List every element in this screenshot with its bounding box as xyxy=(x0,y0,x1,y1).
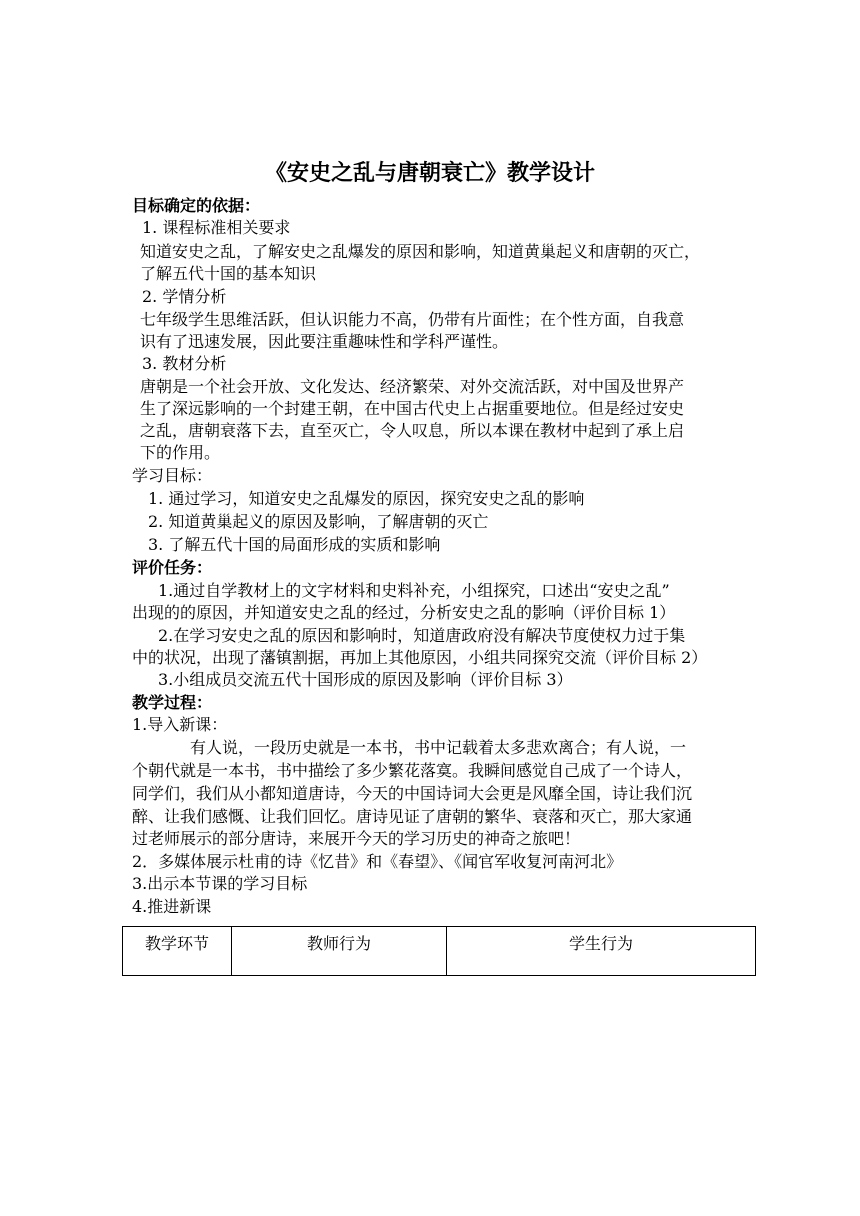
intro-line: 个朝代就是一本书，书中描绘了多少繁花落寞。我瞬间感觉自己成了一个诗人， xyxy=(132,761,693,780)
task-line: 1.通过自学教材上的文字材料和史料补充，小组探究，口述出“安史之乱” xyxy=(158,581,670,600)
goal-item: 2. 知道黄巢起义的原因及影响，了解唐朝的灭亡 xyxy=(148,512,489,531)
table-header-cell: 教学环节 xyxy=(123,927,232,976)
basis-item-label: 3. 教材分析 xyxy=(142,354,227,373)
table-header-cell: 学生行为 xyxy=(447,927,756,976)
task-line: 3.小组成员交流五代十国形成的原因及影响（评价目标 3） xyxy=(158,670,573,689)
goal-item: 3. 了解五代十国的局面形成的实质和影响 xyxy=(148,535,441,554)
intro-line: 有人说，一段历史就是一本书，书中记载着太多悲欢离合；有人说，一 xyxy=(190,738,687,757)
task-line: 2.在学习安史之乱的原因和影响时，知道唐政府没有解决节度使权力过于集 xyxy=(158,626,686,645)
table-header-cell: 教师行为 xyxy=(232,927,447,976)
goals-heading: 学习目标： xyxy=(132,466,213,485)
intro-line: 过老师展示的部分唐诗，来展开今天的学习历史的神奇之旅吧！ xyxy=(132,829,581,848)
process-step: 4.推进新课 xyxy=(132,897,212,916)
goal-item: 1. 通过学习，知道安史之乱爆发的原因，探究安史之乱的影响 xyxy=(148,489,585,508)
basis-item-label: 2. 学情分析 xyxy=(142,287,227,306)
process-step: 3.出示本节课的学习目标 xyxy=(132,874,308,893)
page-title: 《安史之乱与唐朝衰亡》教学设计 xyxy=(264,160,595,186)
basis-item-line: 了解五代十国的基本知识 xyxy=(140,264,317,283)
basis-item-line: 之乱，唐朝衰落下去，直至灭亡，令人叹息，所以本课在教材中起到了承上启 xyxy=(140,421,685,440)
basis-item-line: 七年级学生思维活跃，但认识能力不高，仍带有片面性；在个性方面，自我意 xyxy=(140,310,685,329)
task-line: 中的状况，出现了藩镇割据，再加上其他原因，小组共同探究交流（评价目标 2） xyxy=(132,648,708,667)
basis-item-line: 生了深远影响的一个封建王朝，在中国古代史上占据重要地位。但是经过安史 xyxy=(140,399,685,418)
process-heading: 教学过程： xyxy=(132,693,213,712)
task-line: 出现的的原因，并知道安史之乱的经过，分析安史之乱的影响（评价目标 1） xyxy=(132,603,676,622)
intro-label: 1.导入新课： xyxy=(132,715,228,734)
basis-item-label: 1. 课程标准相关要求 xyxy=(142,218,291,237)
basis-item-line: 唐朝是一个社会开放、文化发达、经济繁荣、对外交流活跃，对中国及世界产 xyxy=(140,377,685,396)
basis-item-line: 识有了迅速发展，因此要注重趣味性和学科严谨性。 xyxy=(140,332,509,351)
basis-item-line: 知道安史之乱，了解安史之乱爆发的原因和影响，知道黄巢起义和唐朝的灭亡， xyxy=(140,242,701,261)
process-step: 2．多媒体展示杜甫的诗《忆昔》和《春望》、《闻官军收复河南河北》 xyxy=(132,852,623,871)
basis-heading: 目标确定的依据： xyxy=(132,196,261,215)
basis-item-line: 下的作用。 xyxy=(140,443,221,462)
intro-line: 醉、让我们感慨、让我们回忆。唐诗见证了唐朝的繁华、衰落和灭亡，那大家通 xyxy=(132,807,693,826)
table-header-row xyxy=(123,927,756,976)
intro-line: 同学们，我们从小都知道唐诗，今天的中国诗词大会更是风靡全国，诗让我们沉 xyxy=(132,784,693,803)
tasks-heading: 评价任务： xyxy=(132,558,213,577)
process-table xyxy=(122,926,756,976)
